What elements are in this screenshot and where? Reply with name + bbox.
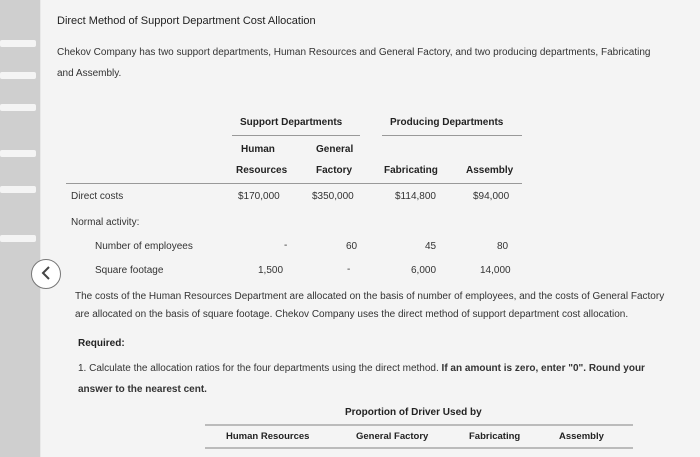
col-hr-line1: Human [241,144,275,155]
sqft-asm: 14,000 [480,265,511,276]
producing-departments-header: Producing Departments [390,117,504,128]
nav-bar-1[interactable] [0,40,36,47]
proportion-col-fab: Fabricating [469,431,521,442]
back-button[interactable] [31,259,61,289]
row-label-sqft: Square footage [95,265,164,276]
col-gf-line1: General [316,144,354,155]
requirement-1-text: 1. Calculate the allocation ratios for the four departments using the direct method. [78,363,439,374]
allocation-paragraph-line1: The costs of the Human Resources Department are allocated on the basis of number of employees, and the costs of General Factory [75,291,665,302]
nav-bar-3[interactable] [0,104,36,111]
col-hr-line2: Resources [236,165,288,176]
direct-costs-hr: $170,000 [238,191,280,202]
support-departments-header: Support Departments [240,117,343,128]
row-label-normal-activity: Normal activity: [71,217,140,228]
support-header-rule [232,135,360,136]
requirement-1-emphasis: If an amount is zero, enter "0". Round your [438,363,645,374]
employees-fab: 45 [425,241,437,252]
page-title: Direct Method of Support Department Cost Allocation [57,15,316,27]
sqft-gf: - [347,264,351,275]
proportion-table-title: Proportion of Driver Used by [345,407,482,418]
row-label-direct-costs: Direct costs [71,191,124,202]
direct-costs-gf: $350,000 [312,191,354,202]
requirement-1-emphasis-line2: answer to the nearest cent. [78,384,207,395]
requirement-1 [78,363,645,374]
left-nav-strip [0,0,40,457]
nav-bar-5[interactable] [0,186,36,193]
proportion-col-hr: Human Resources [226,431,310,442]
employees-asm: 80 [497,241,509,252]
col-assembly: Assembly [466,165,514,176]
nav-bar-4[interactable] [0,150,36,157]
direct-costs-asm: $94,000 [473,191,510,202]
required-label: Required: [78,338,125,349]
intro-line-1: Chekov Company has two support departments, Human Resources and General Factory, and two producing departments, Fabricating [57,47,651,58]
sqft-fab: 6,000 [411,265,437,276]
chevron-left-icon [39,265,53,284]
table-header-rule [66,183,522,184]
proportion-col-gf: General Factory [356,431,429,442]
intro-line-2: and Assembly. [57,68,122,79]
col-gf-line2: Factory [316,165,353,176]
employees-gf: 60 [346,241,358,252]
nav-bar-2[interactable] [0,72,36,79]
allocation-paragraph-line2: are allocated on the basis of square footage. Chekov Company uses the direct method of support department cost allocation. [75,309,629,320]
proportion-col-asm: Assembly [559,431,604,442]
col-fabricating: Fabricating [384,165,438,176]
row-label-employees: Number of employees [95,241,193,252]
direct-costs-fab: $114,800 [395,191,436,202]
producing-header-rule [382,135,522,136]
nav-bar-6[interactable] [0,235,36,242]
employees-hr: - [284,240,288,251]
proportion-header-rule [205,447,633,449]
proportion-title-rule [205,424,633,426]
sqft-hr: 1,500 [258,265,284,276]
